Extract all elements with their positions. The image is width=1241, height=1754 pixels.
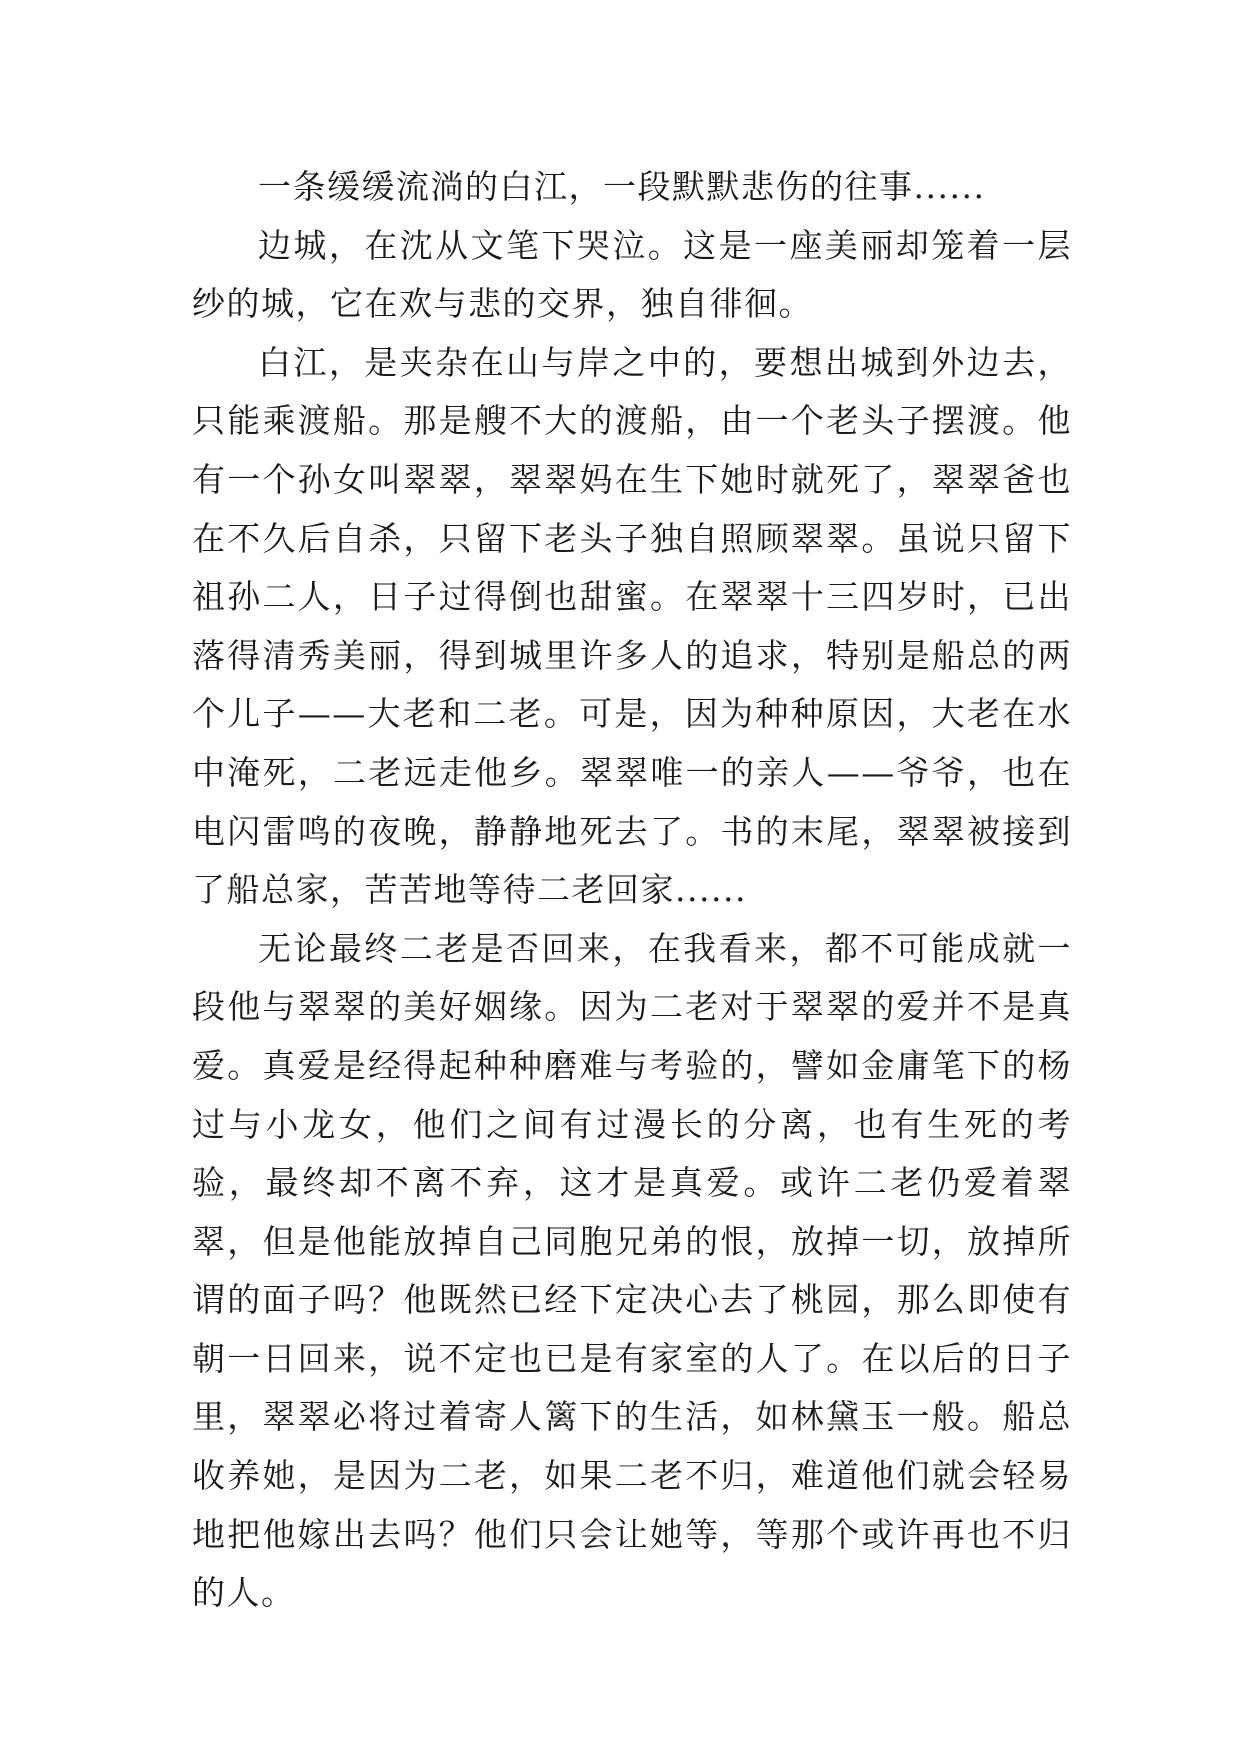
- paragraph-4: 无论最终二老是否回来，在我看来，都不可能成就一段他与翠翠的美好姻缘。因为二老对于翠翠的爱并不是真爱。真爱是经得起种种磨难与考验的，譬如金庸笔下的杨过与小龙女，他们之间有过漫长的分离，也有生死的考验，最终却不离不弃，这才是真爱。或许二老仍爱着翠翠，但是他能放掉自己同胞兄弟的恨，放掉一切，放掉所谓的面子吗？他既然已经下定决心去了桃园，那么即使有朝一日回来，说不定也已是有家室的人了。在以后的日子里，翠翠必将过着寄人篱下的生活，如林黛玉一般。船总收养她，是因为二老，如果二老不归，难道他们就会轻易地把他嫁出去吗？他们只会让她等，等那个或许再也不归的人。: [192, 928, 1072, 1613]
- document-body: [192, 158, 1072, 1623]
- paragraph-3: 白江，是夹杂在山与岸之中的，要想出城到外边去，只能乘渡船。那是艘不大的渡船，由一个老头子摆渡。他有一个孙女叫翠翠，翠翠妈在生下她时就死了，翠翠爸也在不久后自杀，只留下老头子独自照顾翠翠。虽说只留下祖孙二人，日子过得倒也甜蜜。在翠翠十三四岁时，已出落得清秀美丽，得到城里许多人的追求，特别是船总的两个儿子——大老和二老。可是，因为种种原因，大老在水中淹死，二老远走他乡。翠翠唯一的亲人——爷爷，也在电闪雷鸣的夜晚，静静地死去了。书的末尾，翠翠被接到了船总家，苦苦地等待二老回家......: [192, 342, 1072, 910]
- paragraph-2: 边城，在沈从文笔下哭泣。这是一座美丽却笼着一层纱的城，它在欢与悲的交界，独自徘徊。: [192, 225, 1072, 324]
- paragraph-1: 一条缓缓流淌的白江，一段默默悲伤的往事......: [258, 167, 986, 206]
